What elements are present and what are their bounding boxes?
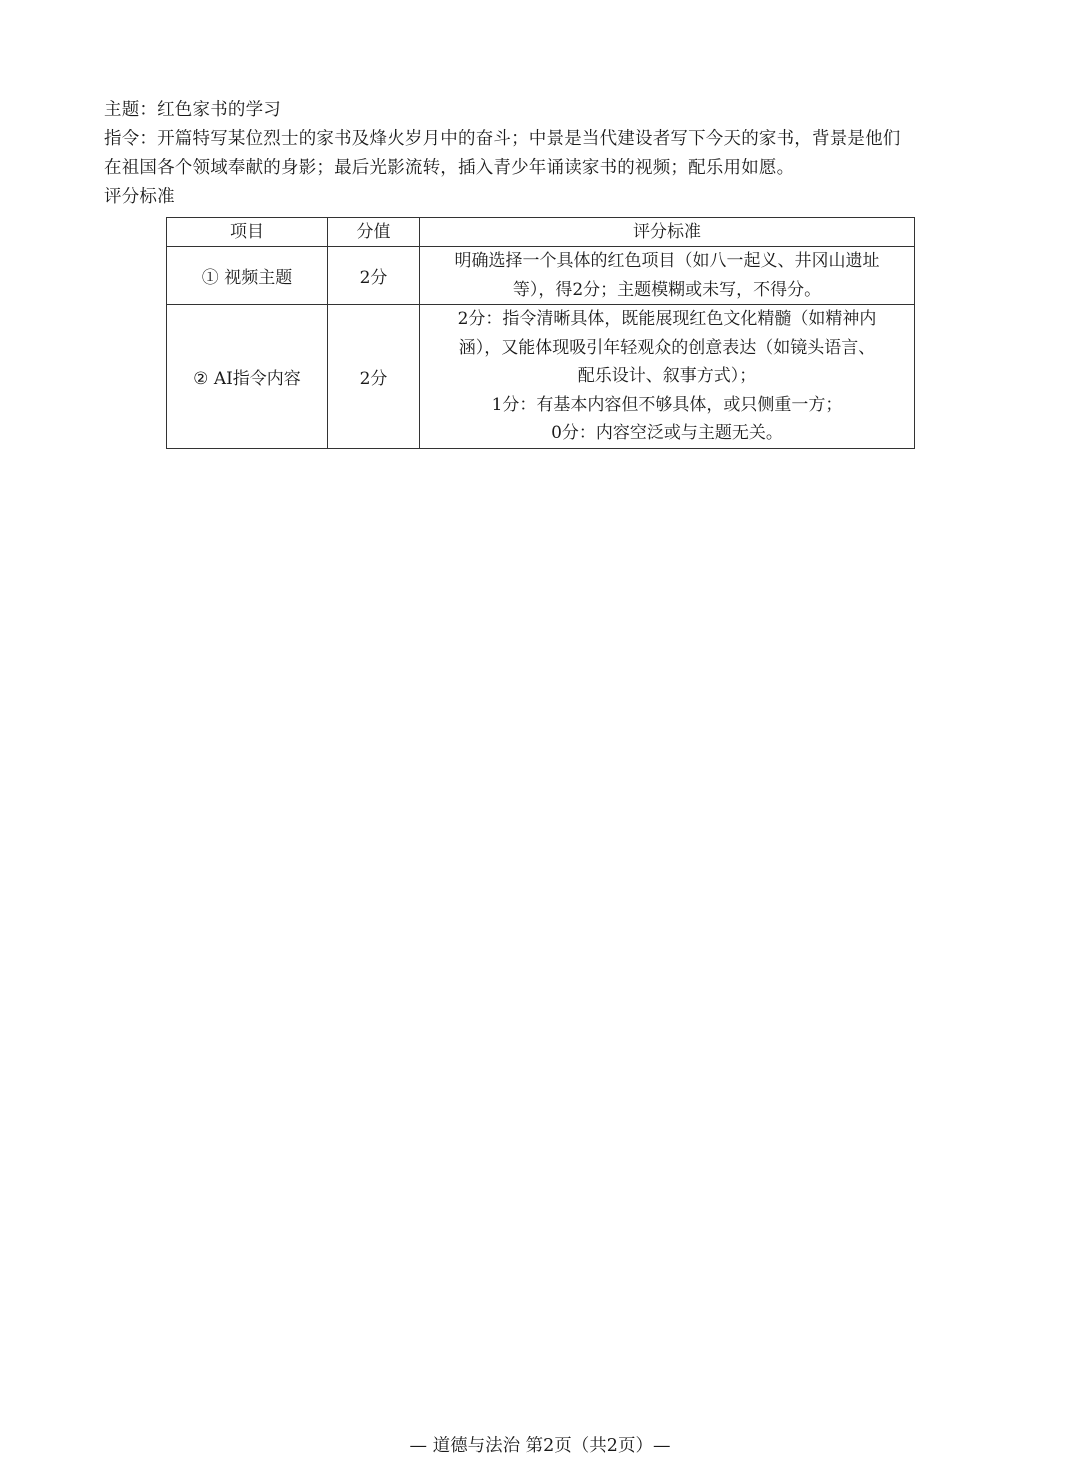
header-criteria: 评分标准	[420, 218, 915, 247]
criteria-line: 涵），又能体现吸引年轻观众的创意表达（如镜头语言、	[458, 337, 876, 358]
page-footer: — 道德与法治 第2页（共2页）—	[409, 1436, 671, 1456]
table-row	[167, 247, 915, 305]
row-item: ① 视频主题	[167, 247, 328, 305]
header-score: 分值	[328, 218, 420, 247]
row-score: 2分	[328, 305, 420, 449]
document-body	[104, 96, 984, 212]
row-criteria	[420, 247, 915, 305]
header-item: 项目	[167, 218, 328, 247]
row-score: 2分	[328, 247, 420, 305]
table-header-row	[167, 218, 915, 247]
table-row	[167, 305, 915, 449]
criteria-line: 等），得2分；主题模糊或未写，不得分。	[512, 279, 822, 300]
criteria-line: 2分：指令清晰具体，既能展现红色文化精髓（如精神内	[457, 309, 877, 329]
criteria-line: 0分：内容空泛或与主题无关。	[551, 423, 783, 443]
criteria-line: 1分：有基本内容但不够具体，或只侧重一方；	[491, 394, 843, 415]
row-criteria	[420, 305, 915, 449]
criteria-line: 配乐设计、叙事方式）；	[577, 366, 757, 386]
theme-line: 主题：红色家书的学习	[104, 100, 281, 120]
rubric-table	[166, 217, 915, 449]
instruction-line-1: 指令：开篇特写某位烈士的家书及烽火岁月中的奋斗；中景是当代建设者写下今天的家书，背景是他们	[104, 129, 901, 149]
criteria-line: 明确选择一个具体的红色项目（如八一起义、井冈山遗址	[454, 251, 880, 271]
row-item: ② AI指令内容	[167, 305, 328, 449]
instruction-line-2: 在祖国各个领域奉献的身影；最后光影流转，插入青少年诵读家书的视频；配乐用如愿。	[104, 158, 795, 178]
rubric-title: 评分标准	[104, 187, 175, 207]
